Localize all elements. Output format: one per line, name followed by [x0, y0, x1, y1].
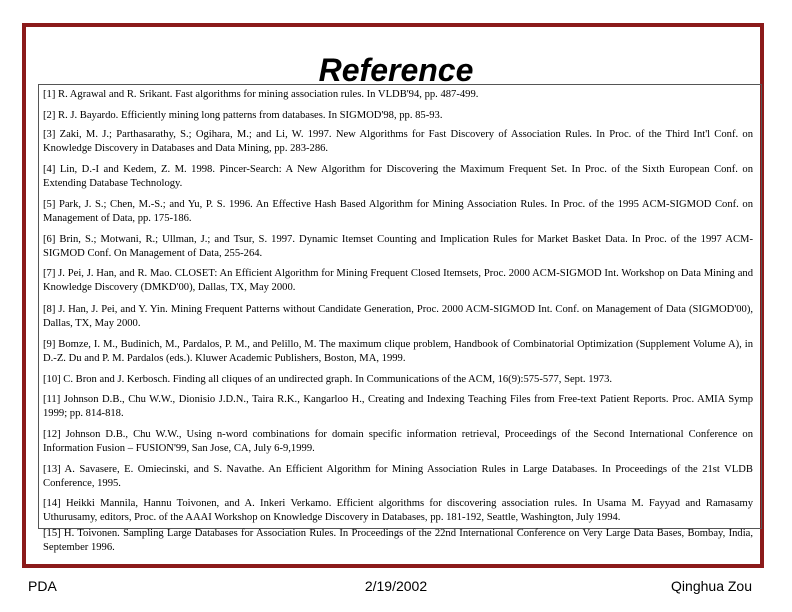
reference-item-7: [7] J. Pei, J. Han, and R. Mao. CLOSET: An Efficient Algorithm for Mining Frequent Closed Itemsets, Proc. 2000 ACM-SIGMOD Int. Workshop on Data Mining and Knowledge Discovery (DMKD'00), Dallas, TX, May 2000.	[43, 268, 753, 294]
reference-item-8: [8] J. Han, J. Pei, and Y. Yin. Mining Frequent Patterns without Candidate Generation, Proc. 2000 ACM-SIGMOD Int. Conf. on Management of Data (SIGMOD'00), Dallas, TX, May 2000.	[43, 304, 753, 330]
reference-item-3: [3] Zaki, M. J.; Parthasarathy, S.; Ogihara, M.; and Li, W. 1997. New Algorithms for Fast Discovery of Association Rules. In Proc. of the Third Int'l Conf. on Knowledge Discovery in Databases and Data Mining, pp. 283-286.	[43, 129, 753, 155]
reference-item-12: [12] Johnson D.B., Chu W.W., Using n-word combinations for domain specific information retrieval, Proceedings of the Second International Conference on Information Fusion – FUSION'99, San Jose, CA, July 6-9,1999.	[43, 429, 753, 455]
reference-item-1: [1] R. Agrawal and R. Srikant. Fast algorithms for mining association rules. In VLDB'94, pp. 487-499.	[43, 89, 479, 100]
reference-item-10: [10] C. Bron and J. Kerbosch. Finding all cliques of an undirected graph. In Communications of the ACM, 16(9):575-577, Sept. 1973.	[43, 374, 613, 385]
reference-item-2: [2] R. J. Bayardo. Efficiently mining long patterns from databases. In SIGMOD'98, pp. 85-93.	[43, 110, 443, 121]
reference-item-14: [14] Heikki Mannila, Hannu Toivonen, and A. Inkeri Verkamo. Efficient algorithms for discovering association rules. In Usama M. Fayyad and Ramasamy Uthurusamy, editors, Proc. of the AAAI Workshop on Knowledge Discovery in Databases, pp. 181-192, Seattle, Washington, July 1994.	[43, 498, 753, 524]
footer-left: PDA	[28, 578, 57, 594]
reference-item-4: [4] Lin, D.-I and Kedem, Z. M. 1998. Pincer-Search: A New Algorithm for Discovering the Maximum Frequent Set. In Proc. of the Sixth European Conf. on Extending Database Technology.	[43, 164, 753, 190]
reference-item-11: [11] Johnson D.B., Chu W.W., Dionisio J.D.N., Taira R.K., Kangarloo H., Creating and Indexing Teaching Files from Free-text Patient Reports. Proc. AMIA Symp 1999; pp. 814-818.	[43, 394, 753, 420]
slide-title: Reference	[318, 52, 474, 88]
reference-item-5: [5] Park, J. S.; Chen, M.-S.; and Yu, P. S. 1996. An Effective Hash Based Algorithm for Mining Association Rules. In Proc. of the 1995 ACM-SIGMOD Conf. on Management of Data, pp. 175-186.	[43, 199, 753, 225]
reference-item-13: [13] A. Savasere, E. Omiecinski, and S. Navathe. An Efficient Algorithm for Mining Association Rules in Large Databases. In Proceedings of the 21st VLDB Conference, 1995.	[43, 464, 753, 490]
reference-item-9: [9] Bomze, I. M., Budinich, M., Pardalos, P. M., and Pelillo, M. The maximum clique problem, Handbook of Combinatorial Optimization (Supplement Volume A), in D.-Z. Du and P. M. Pardalos (eds.). Kluwer Academic Publishers, Boston, MA, 1999.	[43, 339, 753, 365]
footer-date: 2/19/2002	[364, 578, 428, 594]
reference-item-15: [15] H. Toivonen. Sampling Large Databases for Association Rules. In Proceedings of the 22nd International Conference on Very Large Data Bases, Bombay, India, September 1996.	[43, 528, 753, 554]
reference-item-6: [6] Brin, S.; Motwani, R.; Ullman, J.; and Tsur, S. 1997. Dynamic Itemset Counting and Implication Rules for Market Basket Data. In Proc. of the 1997 ACM-SIGMOD Conf. On Management of Data, 255-264.	[43, 234, 753, 260]
footer-author: Qinghua Zou	[671, 578, 752, 594]
